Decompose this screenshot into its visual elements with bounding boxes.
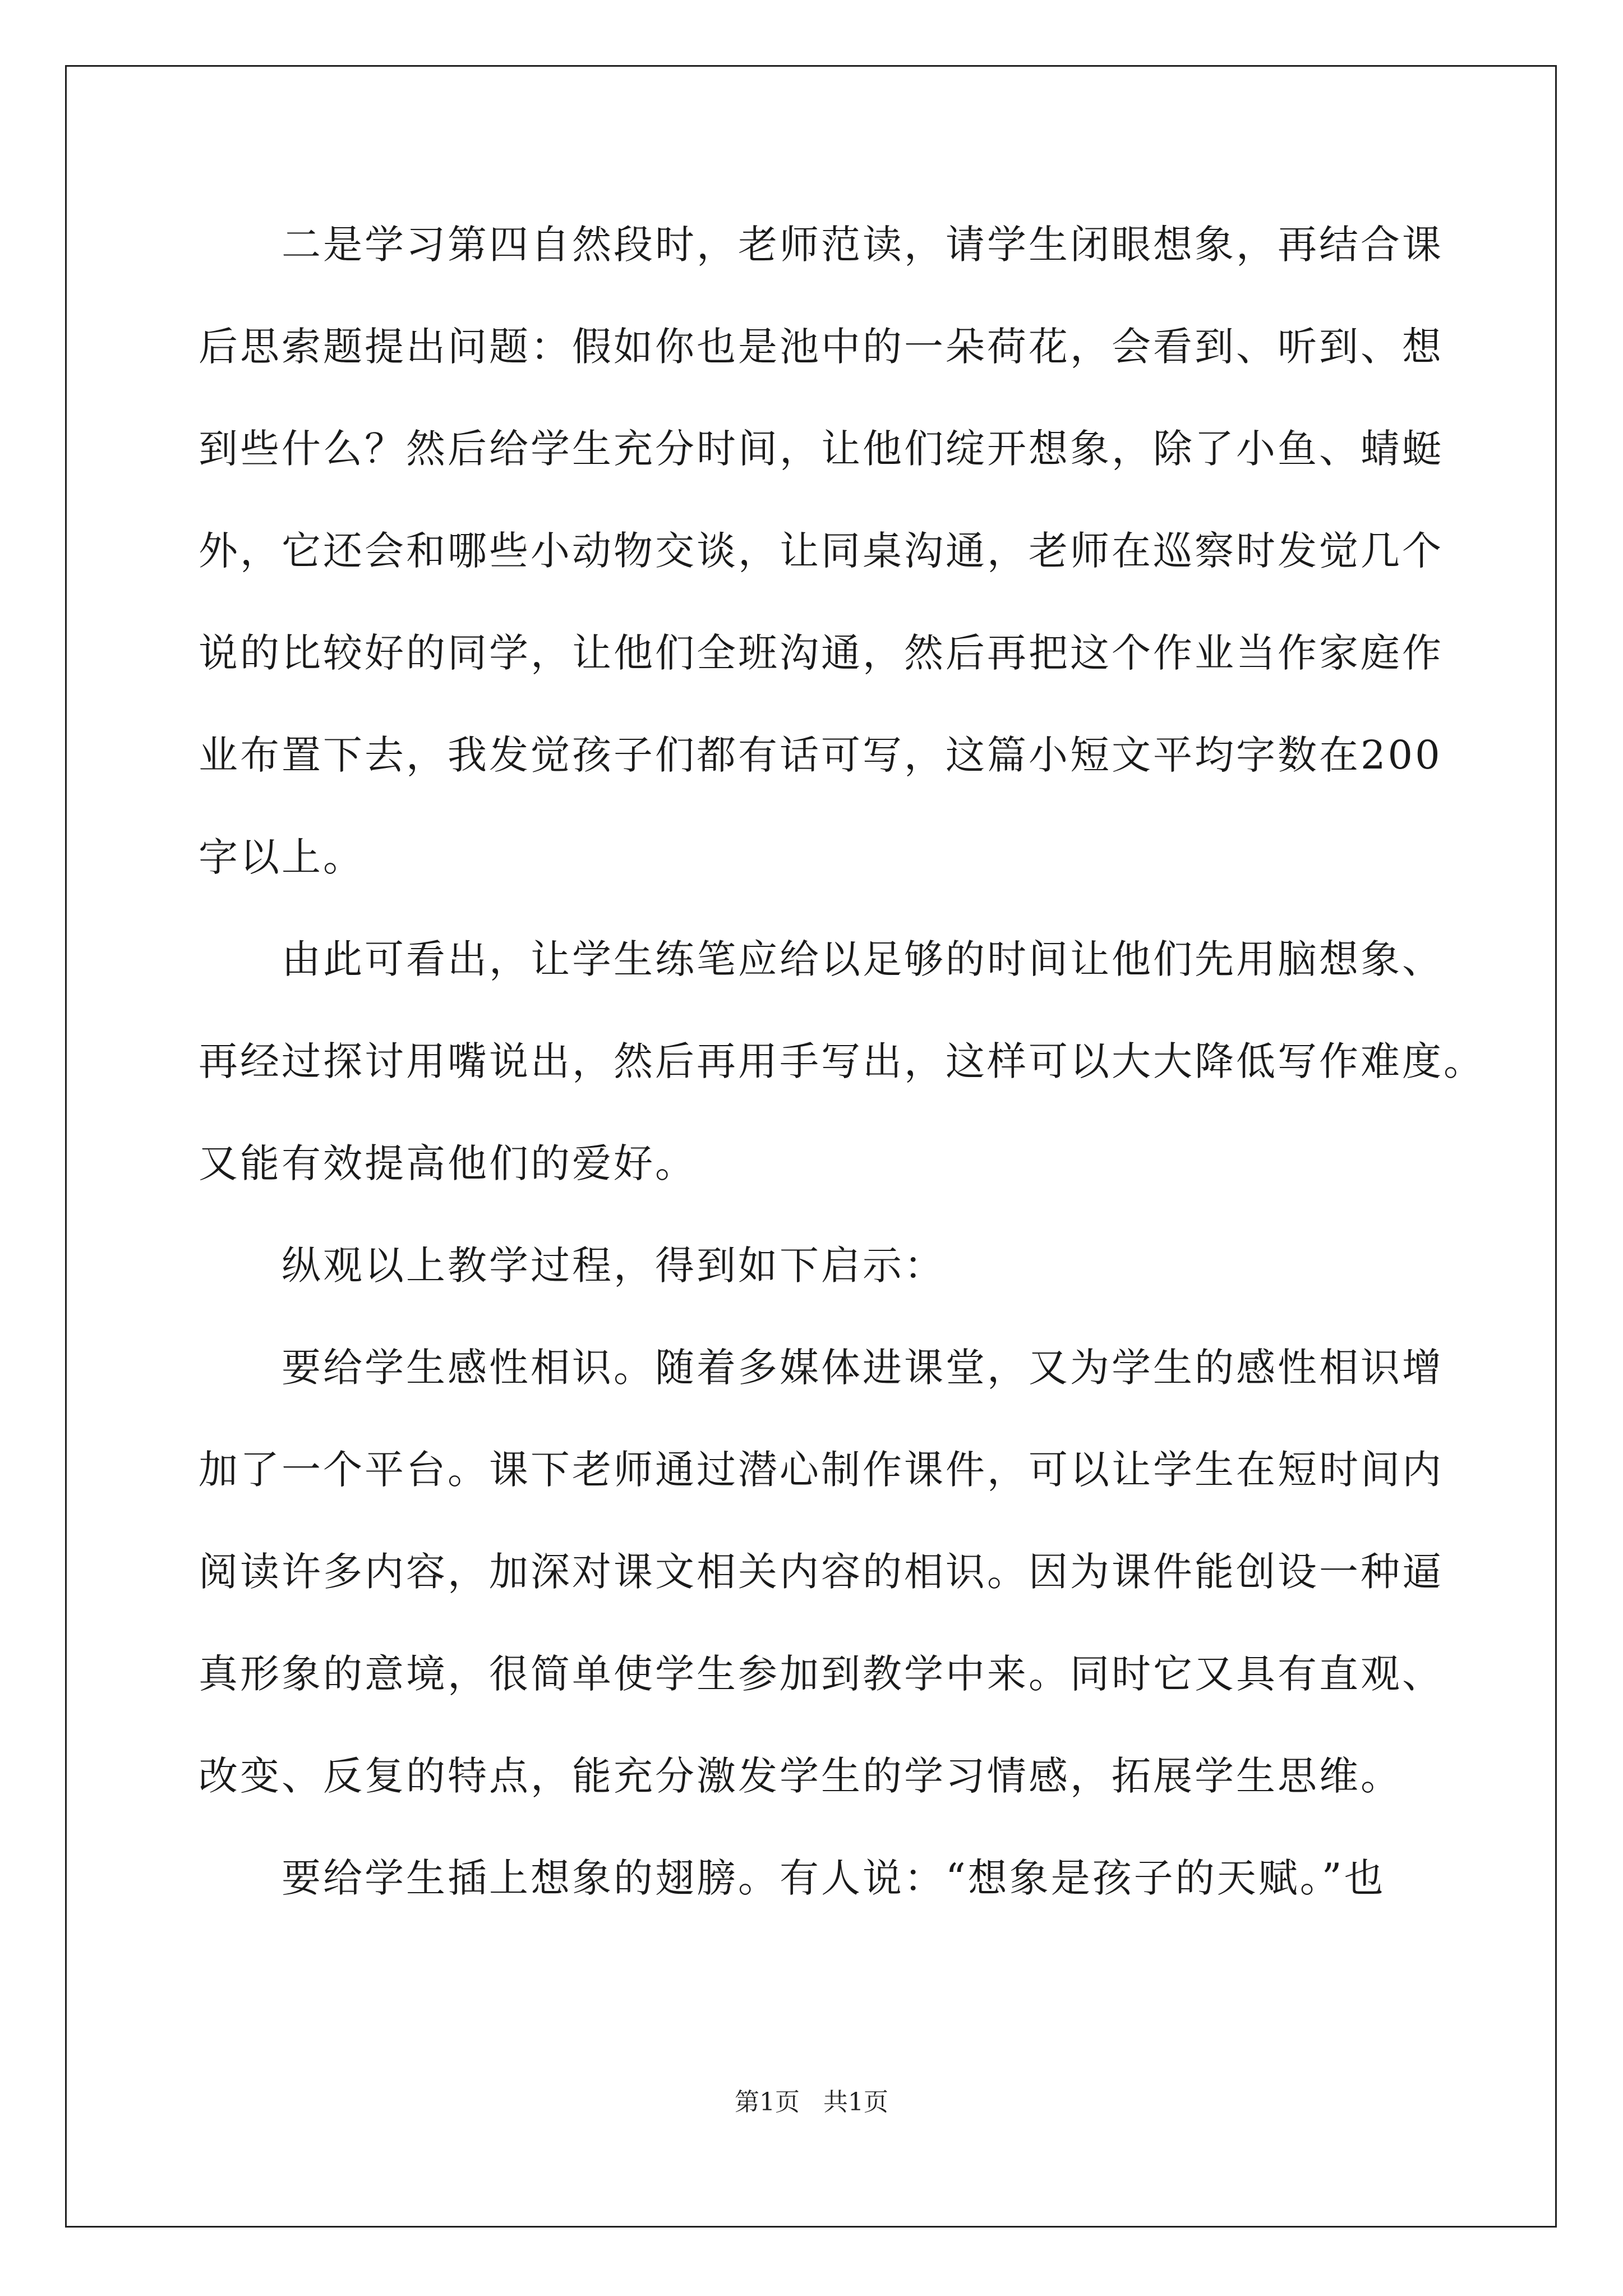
page-number: 第1页: [735, 2088, 800, 2116]
page-total: 共1页: [823, 2088, 888, 2116]
text-line: 由此可看出，让学生练笔应给以足够的时间让他们先用脑想象、: [282, 936, 1444, 982]
text-line: 要给学生插上想象的翅膀。有人说：“想象是孩子的天赋。”也: [282, 1855, 1386, 1901]
text-line: 加了一个平台。课下老师通过潜心制作课件，可以让学生在短时间内: [199, 1447, 1444, 1493]
text-line: 业布置下去，我发觉孩子们都有话可写，这篇小短文平均字数在200: [199, 732, 1442, 778]
text-line: 要给学生感性相识。随着多媒体进课堂，又为学生的感性相识增: [282, 1345, 1444, 1391]
text-line: 字以上。: [199, 834, 365, 880]
text-line: 又能有效提高他们的爱好。: [199, 1140, 697, 1186]
text-line: 说的比较好的同学，让他们全班沟通，然后再把这个作业当作家庭作: [199, 630, 1444, 676]
page-footer: [0, 2086, 1623, 2119]
text-line: 到些什么？然后给学生充分时间，让他们绽开想象，除了小鱼、蜻蜓: [199, 426, 1444, 472]
text-line: 纵观以上教学过程，得到如下启示：: [282, 1243, 946, 1289]
text-line: 改变、反复的特点，能充分激发学生的学习情感，拓展学生思维。: [199, 1753, 1402, 1799]
text-line: 再经过探讨用嘴说出，然后再用手写出，这样可以大大降低写作难度。: [199, 1038, 1485, 1084]
text-line: 二是学习第四自然段时，老师范读，请学生闭眼想象，再结合课: [282, 222, 1444, 268]
text-line: 真形象的意境，很简单使学生参加到教学中来。同时它又具有直观、: [199, 1651, 1444, 1697]
text-line: 后思索题提出问题：假如你也是池中的一朵荷花，会看到、听到、想: [199, 324, 1444, 370]
text-line: 阅读许多内容，加深对课文相关内容的相识。因为课件能创设一种逼: [199, 1549, 1444, 1595]
text-line: 外，它还会和哪些小动物交谈，让同桌沟通，老师在巡察时发觉几个: [199, 528, 1444, 574]
